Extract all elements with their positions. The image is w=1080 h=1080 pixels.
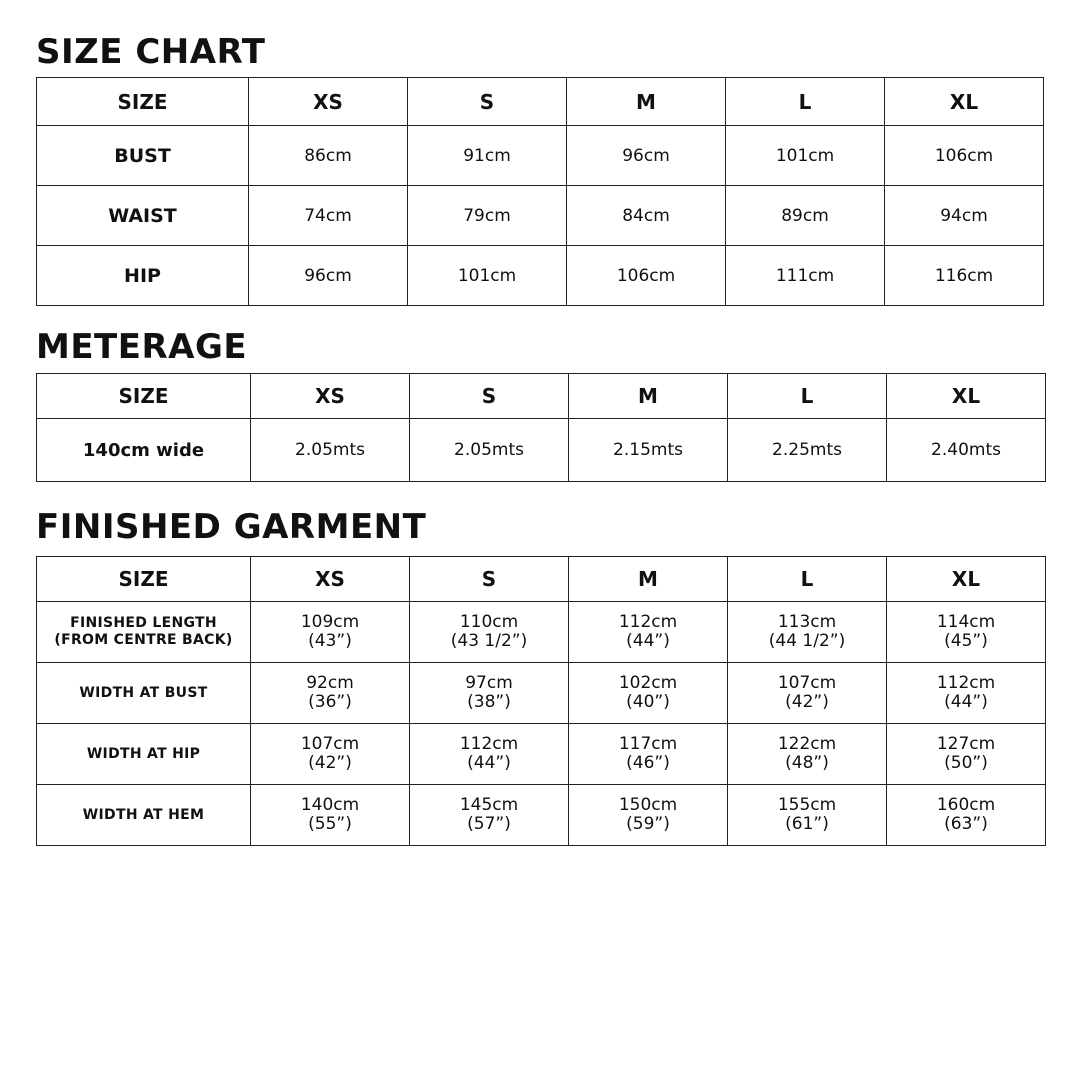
table-cell: 106cm [567, 246, 726, 306]
row-label [37, 602, 251, 663]
inch-value: (42”) [308, 753, 352, 773]
inch-value: (50”) [944, 753, 988, 773]
header-cell: S [408, 78, 567, 126]
row-label-line: FINISHED LENGTH [70, 615, 217, 631]
row-label: 140cm wide [37, 419, 251, 482]
table-cell [569, 785, 728, 846]
inch-value: (36”) [308, 692, 352, 712]
cm-value: 112cm [459, 734, 519, 754]
cm-value: 97cm [465, 673, 513, 693]
table-cell [410, 663, 569, 724]
inch-value: (43”) [308, 631, 352, 651]
table-row [37, 419, 1046, 482]
header-cell: XS [251, 374, 410, 419]
table-cell: 111cm [726, 246, 885, 306]
inch-value: (44”) [626, 631, 670, 651]
table-cell [887, 785, 1046, 846]
cm-value: 140cm [300, 795, 360, 815]
header-cell: XS [251, 557, 410, 602]
cm-value: 109cm [300, 612, 360, 632]
inch-value: (61”) [785, 814, 829, 834]
header-cell: L [726, 78, 885, 126]
finished-garment-title: FINISHED GARMENT [36, 507, 427, 547]
table-cell: 86cm [249, 126, 408, 186]
header-cell: SIZE [37, 557, 251, 602]
table-cell [728, 663, 887, 724]
table-cell: 116cm [885, 246, 1044, 306]
table-cell [569, 724, 728, 785]
size-chart-header-row [37, 78, 1044, 126]
cm-value: 122cm [777, 734, 837, 754]
table-row [37, 724, 1046, 785]
cm-value: 110cm [459, 612, 519, 632]
cm-value: 102cm [618, 673, 678, 693]
table-cell [410, 724, 569, 785]
header-cell: XS [249, 78, 408, 126]
inch-value: (40”) [626, 692, 670, 712]
inch-value: (42”) [785, 692, 829, 712]
header-cell: L [728, 374, 887, 419]
table-cell [728, 724, 887, 785]
size-chart-title: SIZE CHART [36, 32, 266, 72]
header-cell: L [728, 557, 887, 602]
header-cell: M [569, 374, 728, 419]
table-cell: 2.05mts [251, 419, 410, 482]
table-row [37, 246, 1044, 306]
cm-value: 117cm [618, 734, 678, 754]
header-cell: SIZE [37, 78, 249, 126]
table-cell: 74cm [249, 186, 408, 246]
inch-value: (48”) [785, 753, 829, 773]
cm-value: 145cm [459, 795, 519, 815]
row-label: WAIST [37, 186, 249, 246]
table-cell [251, 785, 410, 846]
table-cell [251, 663, 410, 724]
table-cell: 2.05mts [410, 419, 569, 482]
table-cell: 96cm [567, 126, 726, 186]
table-cell [569, 602, 728, 663]
row-label-line: (FROM CENTRE BACK) [54, 632, 233, 648]
header-cell: SIZE [37, 374, 251, 419]
table-cell: 2.40mts [887, 419, 1046, 482]
cm-value: 107cm [300, 734, 360, 754]
finished-garment-header-row [37, 557, 1046, 602]
table-cell: 89cm [726, 186, 885, 246]
table-cell [251, 724, 410, 785]
cm-value: 92cm [306, 673, 354, 693]
table-row [37, 602, 1046, 663]
table-cell [569, 663, 728, 724]
cm-value: 114cm [936, 612, 996, 632]
inch-value: (45”) [944, 631, 988, 651]
header-cell: XL [887, 374, 1046, 419]
cm-value: 127cm [936, 734, 996, 754]
meterage-header-row [37, 374, 1046, 419]
meterage-table [36, 373, 1046, 482]
row-label-line: WIDTH AT HIP [86, 745, 201, 762]
row-label-line: WIDTH AT HEM [82, 806, 205, 823]
table-cell: 84cm [567, 186, 726, 246]
row-label: BUST [37, 126, 249, 186]
table-cell [410, 785, 569, 846]
inch-value: (46”) [626, 753, 670, 773]
cm-value: 150cm [618, 795, 678, 815]
table-cell [410, 602, 569, 663]
cm-value: 107cm [777, 673, 837, 693]
row-label-line: WIDTH AT BUST [79, 684, 208, 701]
inch-value: (44 1/2”) [768, 631, 846, 651]
table-cell: 79cm [408, 186, 567, 246]
cm-value: 155cm [777, 795, 837, 815]
row-label [37, 785, 251, 846]
size-chart-table [36, 77, 1044, 306]
table-cell: 101cm [726, 126, 885, 186]
header-cell: XL [885, 78, 1044, 126]
table-row [37, 663, 1046, 724]
table-cell [251, 602, 410, 663]
table-cell [728, 785, 887, 846]
cm-value: 113cm [777, 612, 837, 632]
header-cell: XL [887, 557, 1046, 602]
inch-value: (44”) [467, 753, 511, 773]
cm-value: 112cm [936, 673, 996, 693]
cm-value: 112cm [618, 612, 678, 632]
inch-value: (44”) [944, 692, 988, 712]
inch-value: (43 1/2”) [450, 631, 528, 651]
table-cell: 2.25mts [728, 419, 887, 482]
inch-value: (59”) [626, 814, 670, 834]
table-row [37, 126, 1044, 186]
table-row [37, 186, 1044, 246]
inch-value: (63”) [944, 814, 988, 834]
header-cell: S [410, 374, 569, 419]
header-cell: S [410, 557, 569, 602]
cm-value: 160cm [936, 795, 996, 815]
header-cell: M [567, 78, 726, 126]
table-cell [728, 602, 887, 663]
table-row [37, 785, 1046, 846]
table-cell: 91cm [408, 126, 567, 186]
header-cell: M [569, 557, 728, 602]
table-cell: 106cm [885, 126, 1044, 186]
table-cell: 94cm [885, 186, 1044, 246]
inch-value: (55”) [308, 814, 352, 834]
table-cell: 2.15mts [569, 419, 728, 482]
meterage-title: METERAGE [36, 327, 248, 367]
row-label [37, 663, 251, 724]
table-cell [887, 663, 1046, 724]
inch-value: (57”) [467, 814, 511, 834]
inch-value: (38”) [467, 692, 511, 712]
row-label: HIP [37, 246, 249, 306]
row-label [37, 724, 251, 785]
table-cell: 96cm [249, 246, 408, 306]
table-cell [887, 602, 1046, 663]
table-cell [887, 724, 1046, 785]
table-cell: 101cm [408, 246, 567, 306]
finished-garment-table [36, 556, 1046, 846]
